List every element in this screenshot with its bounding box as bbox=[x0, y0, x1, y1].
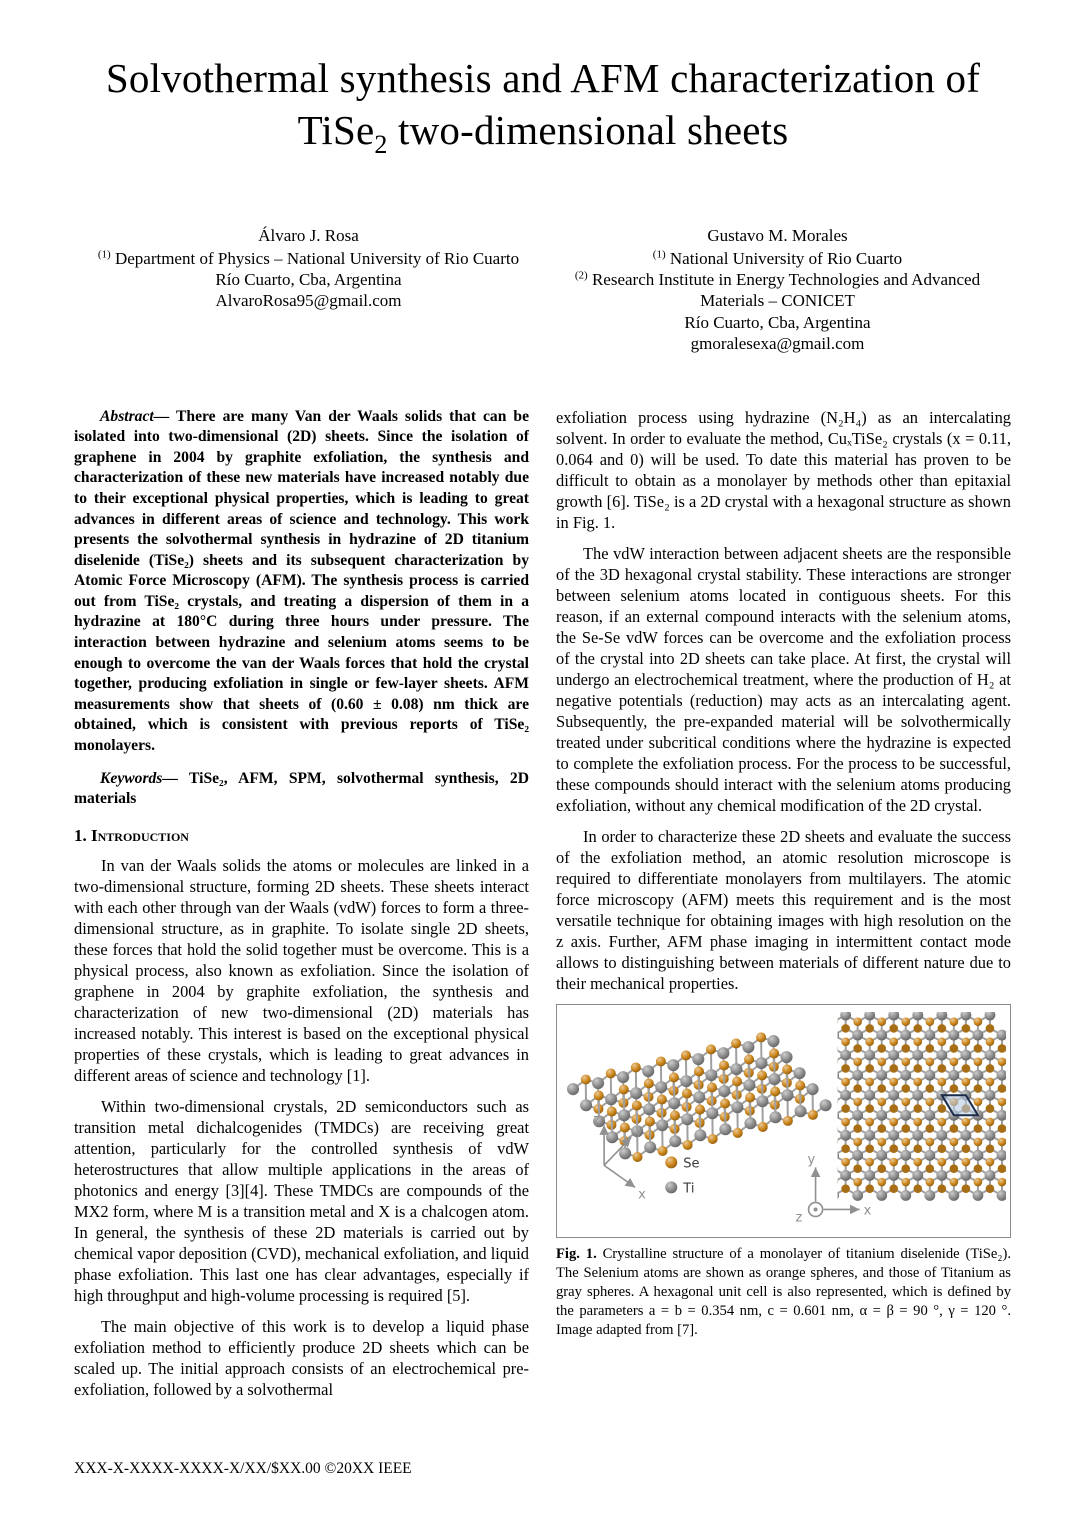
figure-1 bbox=[556, 1004, 1011, 1239]
legend-ti-label: Ti bbox=[683, 1181, 695, 1197]
affiliation-marker: (2) bbox=[574, 269, 588, 282]
axis-x-label: x bbox=[863, 1203, 872, 1219]
author-right-affiliation-2 bbox=[543, 269, 1012, 312]
axis-z-label: z bbox=[795, 1210, 803, 1226]
axis-y-label: y bbox=[807, 1152, 816, 1168]
affiliation-text: Department of Physics – National University of Rio Cuarto bbox=[110, 248, 520, 268]
right-column bbox=[556, 407, 1011, 1410]
author-left-name: Álvaro J. Rosa bbox=[258, 226, 359, 246]
intro-paragraph-1: In van der Waals solids the atoms or molecules are linked in a two-dimensional structure, forming 2D sheets. These sheets interact with each other through van der Waals (vdW) forces to form a three-dimensional structure, as in graphite. To isolate single 2D sheets, these forces that hold the solid together must be overcome. This is a physical process, also known as exfoliation. Since the isolation of graphene in 2004 by graphite exfoliation, the synthesis and characterization of new two-dimensional (2D) materials has increased notably. This interest is based on the exceptional physical properties of these crystals, which is leading to great advances in different areas of science and technology [1]. bbox=[74, 855, 529, 1085]
copyright-footer: XXX-X-XXXX-XXXX-X/XX/$XX.00 ©20XX IEEE bbox=[74, 1460, 412, 1477]
two-column-body bbox=[0, 407, 1086, 1410]
affiliation-text: National University of Rio Cuarto bbox=[665, 248, 903, 268]
figure-1-caption bbox=[556, 1245, 1011, 1340]
paper-title bbox=[70, 52, 1016, 161]
figure-caption-label: Fig. 1. bbox=[556, 1246, 597, 1263]
crystal-3d-lattice bbox=[567, 1032, 832, 1162]
affiliation-marker: (1) bbox=[652, 248, 666, 261]
abstract-label: Abstract— bbox=[100, 407, 170, 425]
axis-x-label: x bbox=[638, 1187, 646, 1203]
abstract-text: There are many Van der Waals solids that can be isolated into two-dimensional (2D) sheets. Since the isolation of graphene in 2004 by graphite exfoliation, the synthesis and characterization of these new materials have increased notably due to their exceptional physical properties, which is leading to great advances in different areas of science and technology. This work presents the solvothermal synthesis in hydrazine of 2D titanium diselenide (TiSe₂) sheets and its subsequent characterization by Atomic Force Microscopy (AFM). The synthesis process is carried out from TiSe₂ crystals, and treating a dispersion of them in a hydrazine at 180°C during three hours under pressure. The interaction between hydrazine and selenium atoms seems to be enough to overcome the van der Waals forces that hold the crystal together, producing exfoliation in single or few-layer sheets. AFM measurements show that sheets of (0.60 ± 0.08) nm thick are obtained, which is consistent with previous reports of TiSe₂ monolayers. bbox=[74, 407, 529, 754]
section-heading-introduction: 1. Introduction bbox=[74, 825, 189, 845]
author-right-email: gmoralesexa@gmail.com bbox=[690, 334, 865, 354]
keywords bbox=[74, 769, 529, 810]
intro-paragraph-5: The vdW interaction between adjacent sheets are the responsible of the 3D hexagonal crystal stability. These interactions are stronger between selenium atoms located in contiguous sheets. For this reason, if an external compound interacts with the selenium atoms, the Se-Se vdW forces can be overcome and the exfoliation process of the crystal into 2D sheets can take place. At first, the crystal will undergo an electrochemical treatment, where the production of H₂ at negative potentials (reduction) may acts as an intercalating agent. Subsequently, the pre-expanded material will be solvothermically treated under subcritical conditions where the hydrazine is expected to complete the exfoliation process. For the process to be successful, these compounds should interact with the selenium atoms producing exfoliation, without any chemical modification of the 2D crystal. bbox=[556, 543, 1011, 815]
author-right-affiliation-1 bbox=[543, 248, 1012, 269]
author-right-city: Río Cuarto, Cba, Argentina bbox=[684, 312, 871, 332]
author-left bbox=[74, 225, 543, 354]
intro-paragraph-2: Within two-dimensional crystals, 2D semiconductors such as transition metal dichalcogenides (TMDCs) are receiving great attention, particularly for the controlled synthesis of vdW heterostructures that allow multiple applications in the areas of photonics and energy [3][4]. These TMDCs are compounds of the MX2 form, where M is a transition metal and X is a chalcogen atom. In general, the synthesis of these 2D materials is carried out by chemical vapor deposition (CVD), mechanical exfoliation, and liquid phase exfoliation. This last one has clear advantages, especially if high throughput and high-volume processing is required [5]. bbox=[74, 1096, 529, 1305]
author-left-affiliation bbox=[74, 248, 543, 269]
affiliation-marker: (1) bbox=[97, 248, 111, 261]
title-line-1: Solvothermal synthesis and AFM characterization of bbox=[105, 55, 981, 101]
figure-legend bbox=[665, 1156, 699, 1196]
author-left-city: Río Cuarto, Cba, Argentina bbox=[215, 270, 402, 290]
title-formula: TiSe bbox=[297, 107, 375, 154]
title-line-2-rest: two-dimensional sheets bbox=[387, 107, 789, 154]
figure-caption-text: Crystalline structure of a monolayer of titanium diselenide (TiSe₂). The Selenium atoms are shown as orange spheres, and those of Titanium as gray spheres. A hexagonal unit cell is also represented, which is defined by the parameters a = b = 0.354 nm, c = 0.601 nm, α = β = 90 °, γ = 120 °. Image adapted from [7]. bbox=[556, 1246, 1011, 1339]
author-block bbox=[74, 225, 1012, 354]
title-line-2 bbox=[297, 107, 789, 160]
author-left-email: AlvaroRosa95@gmail.com bbox=[215, 291, 402, 311]
keywords-label: Keywords— bbox=[100, 769, 178, 787]
keywords-text: TiSe₂, AFM, SPM, solvothermal synthesis, 2D materials bbox=[74, 769, 529, 808]
title-formula-subscript: 2 bbox=[374, 130, 388, 160]
intro-paragraph-3: The main objective of this work is to develop a liquid phase exfoliation method to efficiently produce 2D sheets which can be scaled up. The initial approach consists of an electrochemical pre-exfoliation, followed by a solvothermal bbox=[74, 1316, 529, 1399]
legend-se-label: Se bbox=[683, 1156, 700, 1172]
affiliation-text: Research Institute in Energy Technologies and Advanced Materials – CONICET bbox=[587, 270, 981, 311]
left-column bbox=[74, 407, 529, 1410]
intro-paragraph-4: exfoliation process using hydrazine (N₂H₄) as an intercalating solvent. In order to evaluate the method, CuₓTiSe₂ crystals (x = 0.11, 0.064 and 0) will be used. To date this material has proven to be difficult to obtain as a monolayer by methods other than epitaxial growth [6]. TiSe₂ is a 2D crystal with a hexagonal structure as shown in Fig. 1. bbox=[556, 407, 1011, 532]
author-right-name: Gustavo M. Morales bbox=[707, 226, 848, 246]
crystal-structure-figure bbox=[559, 1007, 1008, 1236]
intro-paragraph-6: In order to characterize these 2D sheets and evaluate the success of the exfoliation method, an atomic resolution microscope is required to differentiate monolayers from multilayers. The atomic force microscopy (AFM) meets this requirement and is the most versatile technique for obtaining images with high resolution on the z axis. Further, AFM phase imaging in intermittent contact mode allows to distinguishing between materials of different nature due to their mechanical properties. bbox=[556, 826, 1011, 993]
axis-y-label: y bbox=[635, 1122, 643, 1138]
abstract bbox=[74, 407, 529, 757]
axes-2d bbox=[796, 1152, 872, 1225]
axis-z-label: z bbox=[593, 1111, 600, 1127]
author-right bbox=[543, 225, 1012, 354]
